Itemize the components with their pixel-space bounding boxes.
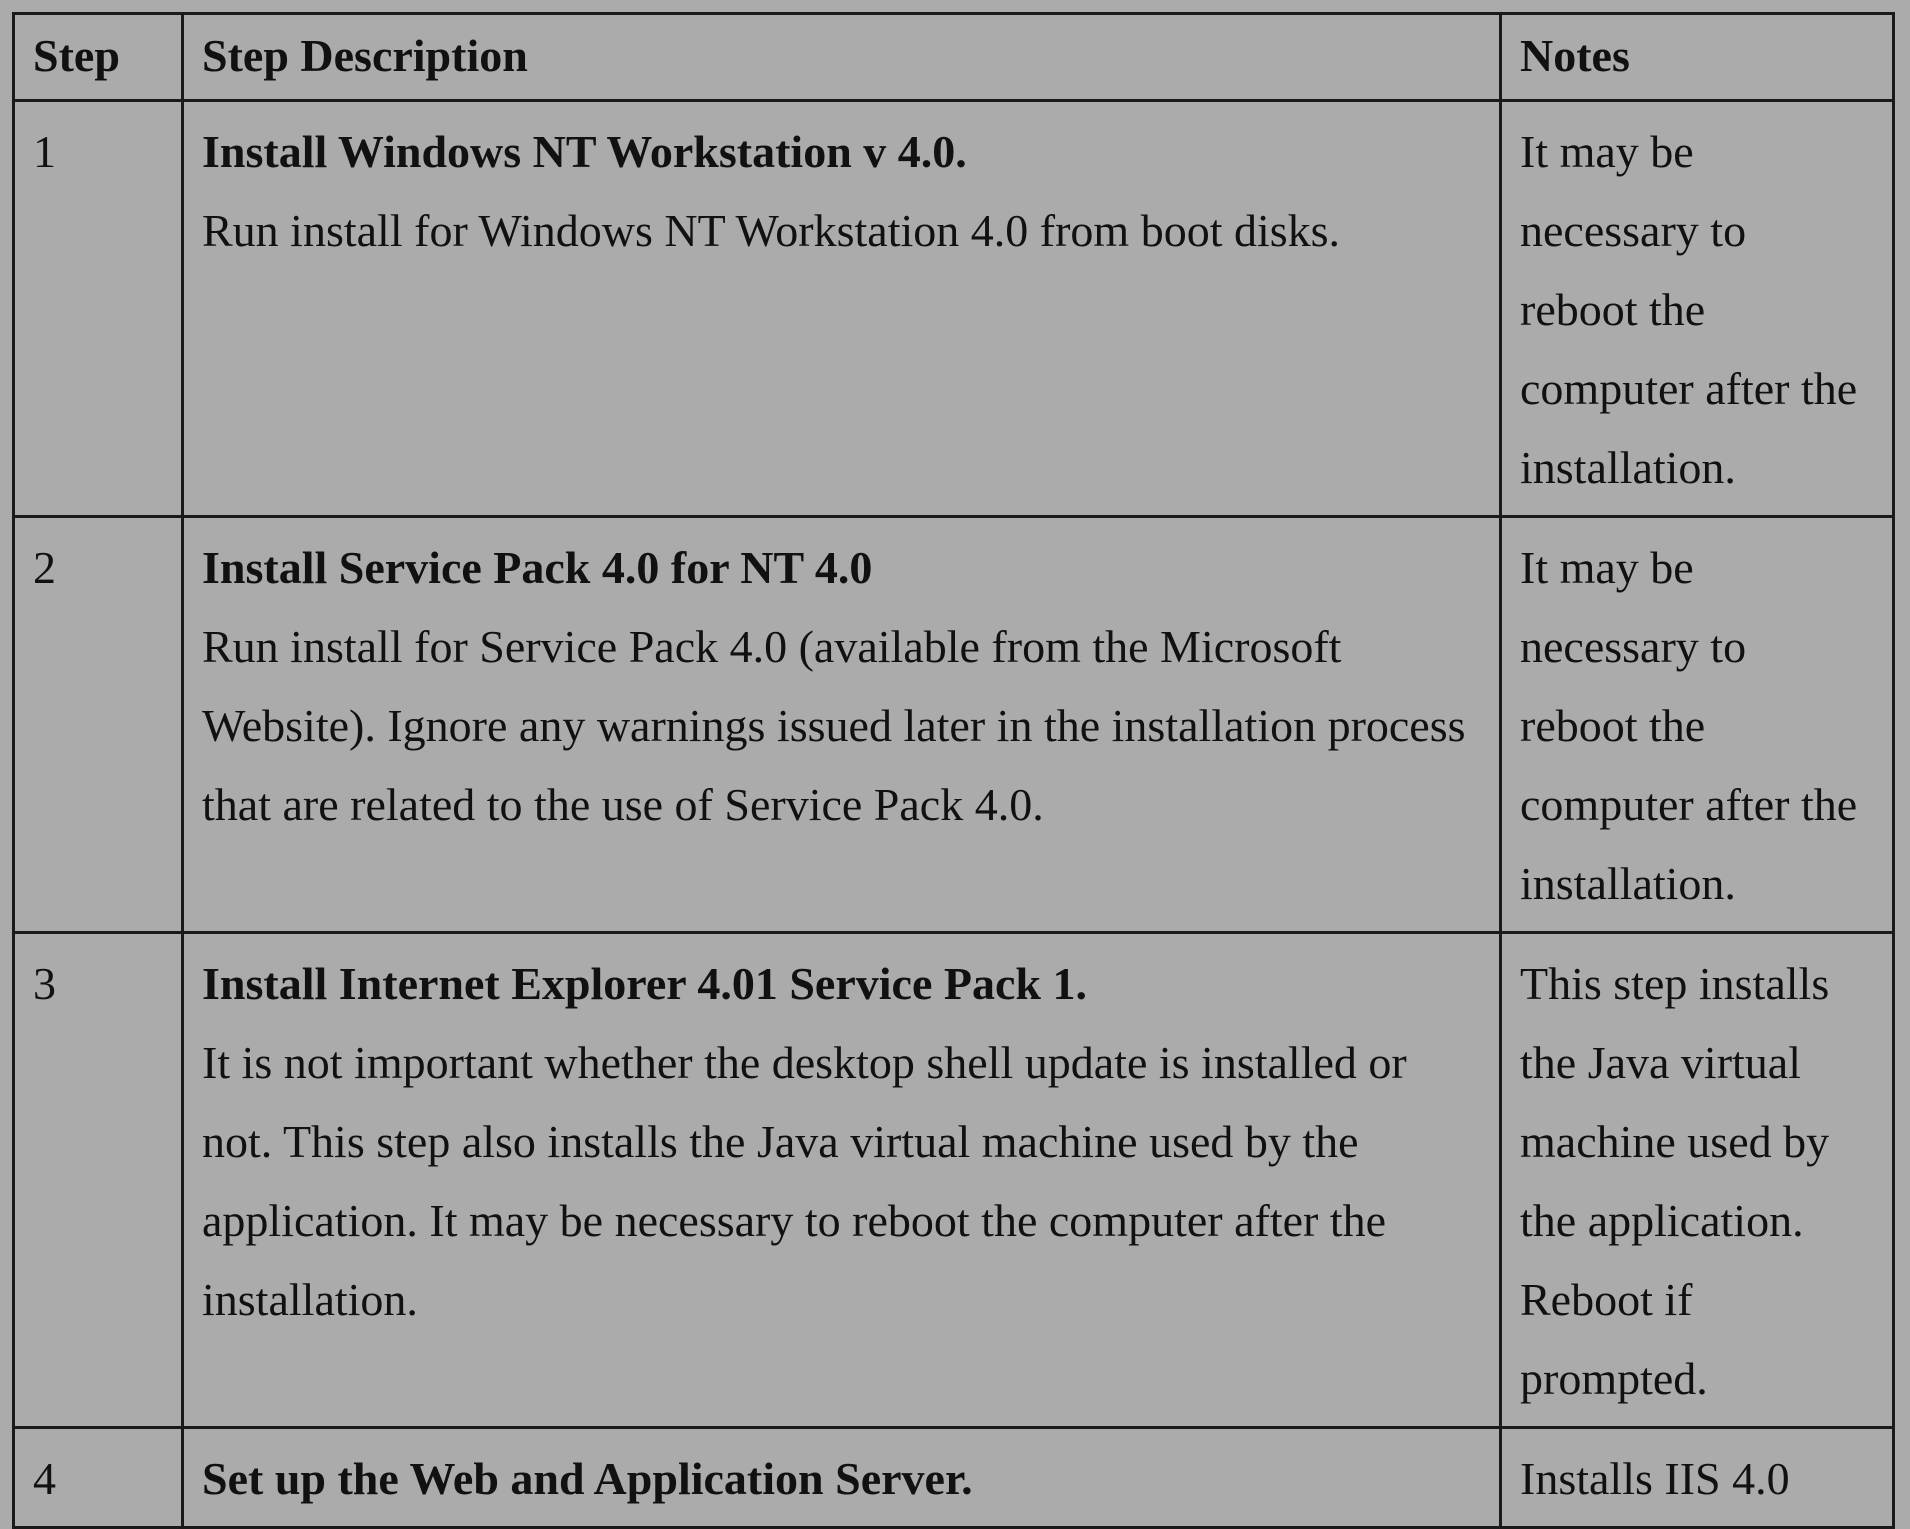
step-notes-cell [1501,933,1894,1428]
step-notes: This step installs the Java virtual machine used by the application. Reboot if prompted. [1520,958,1830,1404]
step-notes: It may be necessary to reboot the computer after the installation. [1520,542,1858,909]
step-notes-cell [1501,101,1894,517]
step-body: It is not important whether the desktop shell update is installed or not. This step also installs the Java virtual machine used by the application. It may be necessary to reboot the computer after the installation. [202,1037,1407,1325]
step-number: 3 [14,933,183,1428]
table-row [14,933,1894,1428]
step-number: 2 [14,517,183,933]
step-number: 4 [14,1428,183,1528]
step-notes: Installs IIS 4.0 [1520,1453,1790,1504]
header-notes: Notes [1501,14,1894,101]
step-title: Install Internet Explorer 4.01 Service Pack 1. [202,958,1087,1009]
step-title: Install Windows NT Workstation v 4.0. [202,126,967,177]
step-description-cell [183,933,1501,1428]
header-step-description: Step Description [183,14,1501,101]
table-header-row [14,14,1894,101]
step-body: Run install for Service Pack 4.0 (available from the Microsoft Website). Ignore any warnings issued later in the installation process that are related to the use of Service Pack 4.0. [202,621,1466,830]
step-description-cell [183,1428,1501,1528]
step-notes-cell [1501,517,1894,933]
step-title: Install Service Pack 4.0 for NT 4.0 [202,542,873,593]
step-body: Run install for Windows NT Workstation 4.0 from boot disks. [202,205,1341,256]
table-row [14,517,1894,933]
step-description-cell [183,517,1501,933]
header-step: Step [14,14,183,101]
step-notes-cell [1501,1428,1894,1528]
installation-steps-table [12,12,1895,1529]
table-row [14,101,1894,517]
step-notes: It may be necessary to reboot the computer after the installation. [1520,126,1858,493]
table-row [14,1428,1894,1528]
step-description-cell [183,101,1501,517]
step-number: 1 [14,101,183,517]
step-title: Set up the Web and Application Server. [202,1453,973,1504]
